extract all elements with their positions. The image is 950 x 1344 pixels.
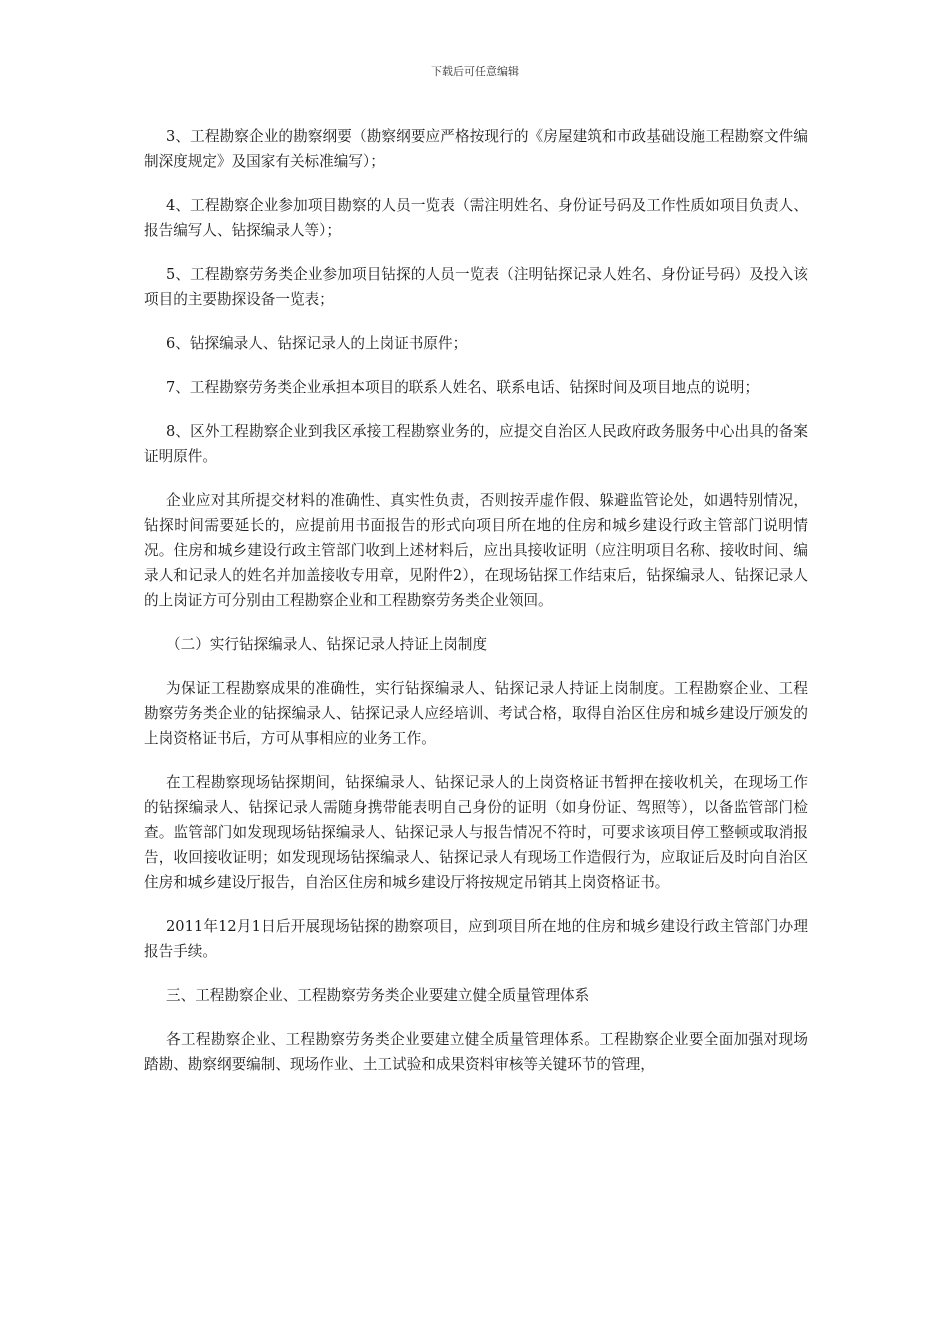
section-heading-3: 三、工程勘察企业、工程勘察劳务类企业要建立健全质量管理体系: [166, 987, 590, 1004]
paragraph-responsibility: 企业应对其所提交材料的准确性、真实性负责，否则按弄虚作假、躲避监管论处，如遇特别情况，钻探时间需要延长的，应提前用书面报告的形式向项目所在地的住房和城乡建设行政主管部门说明情况。住房和城乡建设行政主管部门收到上述材料后，应出具接收证明（应注明项目名称、接收时间、编录人和记录人的姓名并加盖接收专用章，见附件2），在现场钻探工作结束后，钻探编录人、钻探记录人的上岗证方可分别由工程勘察企业和工程勘察劳务类企业领回。: [144, 492, 808, 609]
paragraph-item-7: 7、工程勘察劳务类企业承担本项目的联系人姓名、联系电话、钻探时间及项目地点的说明；: [166, 379, 760, 396]
paragraph-certification: 为保证工程勘察成果的准确性，实行钻探编录人、钻探记录人持证上岗制度。工程勘察企业、工程勘察劳务类企业的钻探编录人、钻探记录人应经培训、考试合格，取得自治区住房和城乡建设厅颁发的上岗资格证书后，方可从事相应的业务工作。: [144, 680, 808, 747]
paragraph-on-site-supervision: 在工程勘察现场钻探期间，钻探编录人、钻探记录人的上岗资格证书暂押在接收机关，在现场工作的钻探编录人、钻探记录人需随身携带能表明自己身份的证明（如身份证、驾照等），以备监管部门检查。监管部门如发现现场钻探编录人、钻探记录人与报告情况不符时，可要求该项目停工整顿或取消报告，收回接收证明；如发现现场钻探编录人、钻探记录人有现场工作造假行为，应取证后及时向自治区住房和城乡建设厅报告，自治区住房和城乡建设厅将按规定吊销其上岗资格证书。: [144, 774, 808, 891]
paragraph-item-8: 8、区外工程勘察企业到我区承接工程勘察业务的，应提交自治区人民政府政务服务中心出具的备案证明原件。: [144, 423, 808, 465]
document-body: [144, 124, 808, 1096]
paragraph-item-6: 6、钻探编录人、钻探记录人的上岗证书原件；: [166, 335, 468, 352]
paragraph-item-5: 5、工程勘察劳务类企业参加项目钻探的人员一览表（注明钻探记录人姓名、身份证号码）及投入该项目的主要勘探设备一览表；: [144, 266, 808, 308]
page-header: 下载后可任意编辑: [431, 65, 519, 78]
paragraph-quality-management: 各工程勘察企业、工程勘察劳务类企业要建立健全质量管理体系。工程勘察企业要全面加强对现场踏勘、勘察纲要编制、现场作业、土工试验和成果资料审核等关键环节的管理，: [144, 1031, 808, 1073]
section-heading-2: （二）实行钻探编录人、钻探记录人持证上岗制度: [166, 636, 488, 653]
paragraph-item-4: 4、工程勘察企业参加项目勘察的人员一览表（需注明姓名、身份证号码及工作性质如项目负责人、报告编写人、钻探编录人等）；: [144, 197, 808, 239]
paragraph-item-3: 3、工程勘察企业的勘察纲要（勘察纲要应严格按现行的《房屋建筑和市政基础设施工程勘察文件编制深度规定》及国家有关标准编写）；: [144, 128, 808, 170]
paragraph-effective-date: 2011年12月1日后开展现场钻探的勘察项目，应到项目所在地的住房和城乡建设行政主管部门办理报告手续。: [144, 918, 808, 960]
